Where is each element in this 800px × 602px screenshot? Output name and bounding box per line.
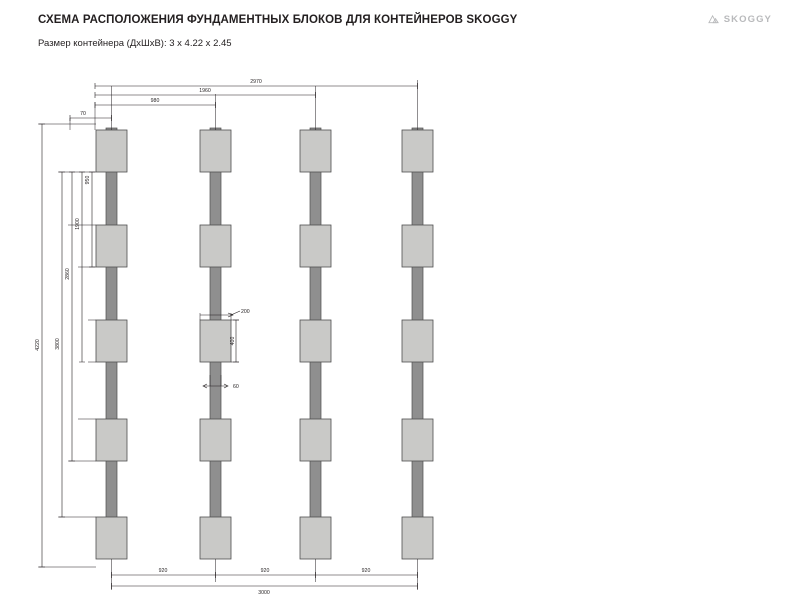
dim-1960: 1960 [199,88,211,94]
dim-920-a: 920 [158,568,168,574]
dim-2970: 2970 [250,79,262,85]
beams-group [106,128,423,548]
foundation-block [96,517,127,559]
dim-60: 60 [233,384,239,390]
top-dimensions-group [70,79,418,130]
dim-400: 400 [230,336,236,346]
foundation-block [300,517,331,559]
bottom-dimensions-group [112,559,418,596]
foundation-block [402,419,433,461]
foundation-block [200,419,231,461]
foundation-block [402,517,433,559]
foundation-block [96,419,127,461]
foundation-block [200,517,231,559]
dim-3000: 3000 [258,590,270,596]
foundation-block [300,130,331,172]
brand-name: SKOGGY [723,14,772,25]
foundation-block [96,320,127,362]
dim-200: 200 [241,309,250,315]
dim-2860: 2860 [65,268,71,280]
foundation-block [300,419,331,461]
foundation-block [96,130,127,172]
page-title: СХЕМА РАСПОЛОЖЕНИЯ ФУНДАМЕНТНЫХ БЛОКОВ ДЛЯ КОНТЕЙНЕРОВ SKOGGY [38,14,518,26]
dim-1900: 1900 [75,218,81,230]
foundation-block [200,130,231,172]
foundation-block [300,320,331,362]
container-size-label: Размер контейнера (ДхШхВ): 3 x 4.22 x 2.45 [38,38,232,49]
foundation-blocks-group [96,130,433,559]
foundation-block [402,225,433,267]
dim-4220: 4220 [35,339,41,351]
dim-70: 70 [80,111,86,117]
foundation-block [200,320,231,362]
dim-950: 950 [85,175,91,185]
foundation-block [300,225,331,267]
dim-920-c: 920 [361,568,371,574]
foundation-block [402,320,433,362]
left-dimensions-group [35,124,96,567]
dim-920-b: 920 [260,568,270,574]
dim-980: 980 [150,98,160,104]
foundation-block [200,225,231,267]
dim-3800: 3800 [55,338,61,350]
foundation-block [96,225,127,267]
foundation-block [402,130,433,172]
